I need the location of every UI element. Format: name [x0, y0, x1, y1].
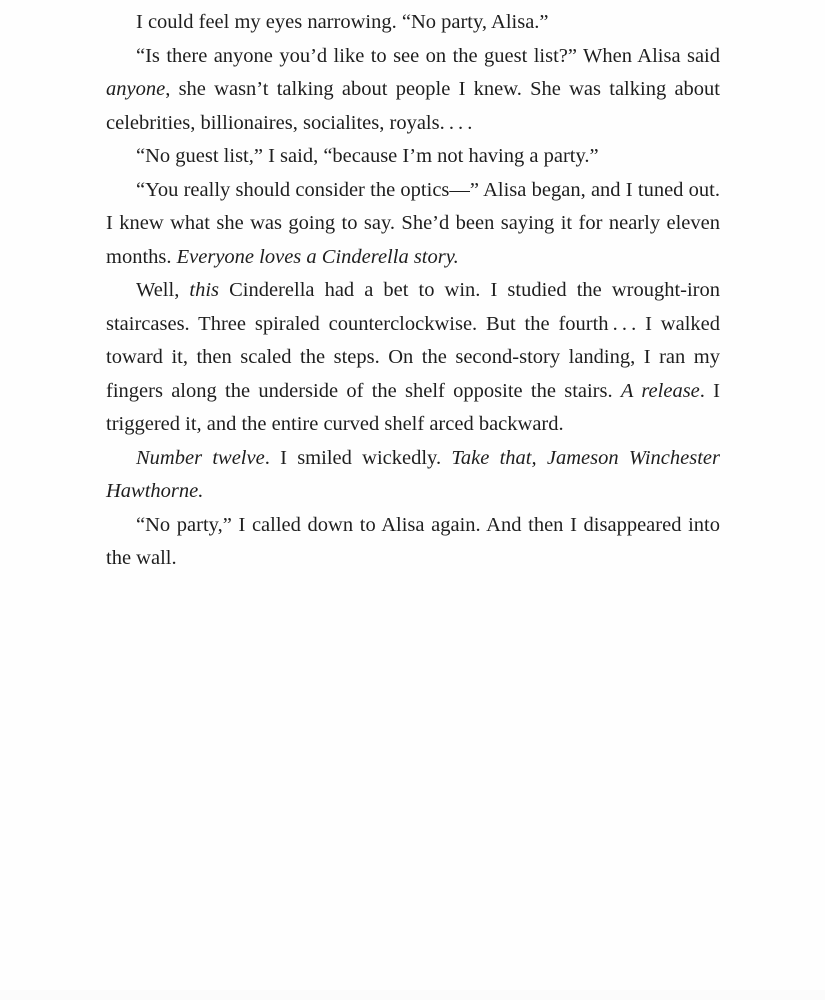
text-run: . I triggered it, and the entire curved shelf arced backward. — [106, 379, 721, 435]
text-run: Cinderella had a bet to win. I studied the wrought-iron staircases. Three spiraled counterclockwise. But the fourth . . . I walked toward it, then scaled the steps. On the second-story landing, I ran my fingers along the underside of the shelf opposite the stairs. — [106, 279, 720, 402]
text-run: “No guest list,” I said, “because I’m not having a party.” — [136, 145, 599, 167]
text-run: Well, — [136, 279, 190, 301]
paragraph — [106, 140, 720, 174]
italic-text-run: anyone — [106, 78, 166, 100]
text-run: “You really should consider the optics—” Alisa began, and I tuned out. I knew what she was going to say. She’d been saying it for nearly eleven months. — [106, 178, 720, 268]
italic-text-run: A release — [620, 379, 700, 402]
paragraph — [106, 174, 720, 275]
text-run: “Is there anyone you’d like to see on the guest list?” When Alisa said — [136, 44, 720, 67]
paragraph — [106, 274, 720, 442]
paragraph — [106, 6, 720, 40]
italic-text-run: Everyone loves a Cinderella story. — [176, 245, 459, 268]
italic-text-run: Number twelve — [136, 446, 265, 469]
text-run: . I smiled wickedly. — [264, 446, 452, 469]
paragraph — [106, 509, 720, 576]
text-run: , she wasn’t talking about people I knew. She was talking about celebrities, billionaires, socialites, royals. . . . — [106, 78, 720, 134]
page-bottom-edge — [0, 990, 825, 1000]
paragraph — [106, 442, 720, 509]
italic-text-run: this — [189, 279, 220, 301]
paragraph — [106, 40, 720, 141]
italic-text-run: Take that, Jameson Winchester Hawthorne. — [106, 446, 720, 502]
text-run: “No party,” I called down to Alisa again. And then I disappeared into the wall. — [106, 513, 720, 569]
text-run: I could feel my eyes narrowing. “No party, Alisa.” — [136, 11, 549, 33]
book-page-text — [106, 6, 720, 576]
